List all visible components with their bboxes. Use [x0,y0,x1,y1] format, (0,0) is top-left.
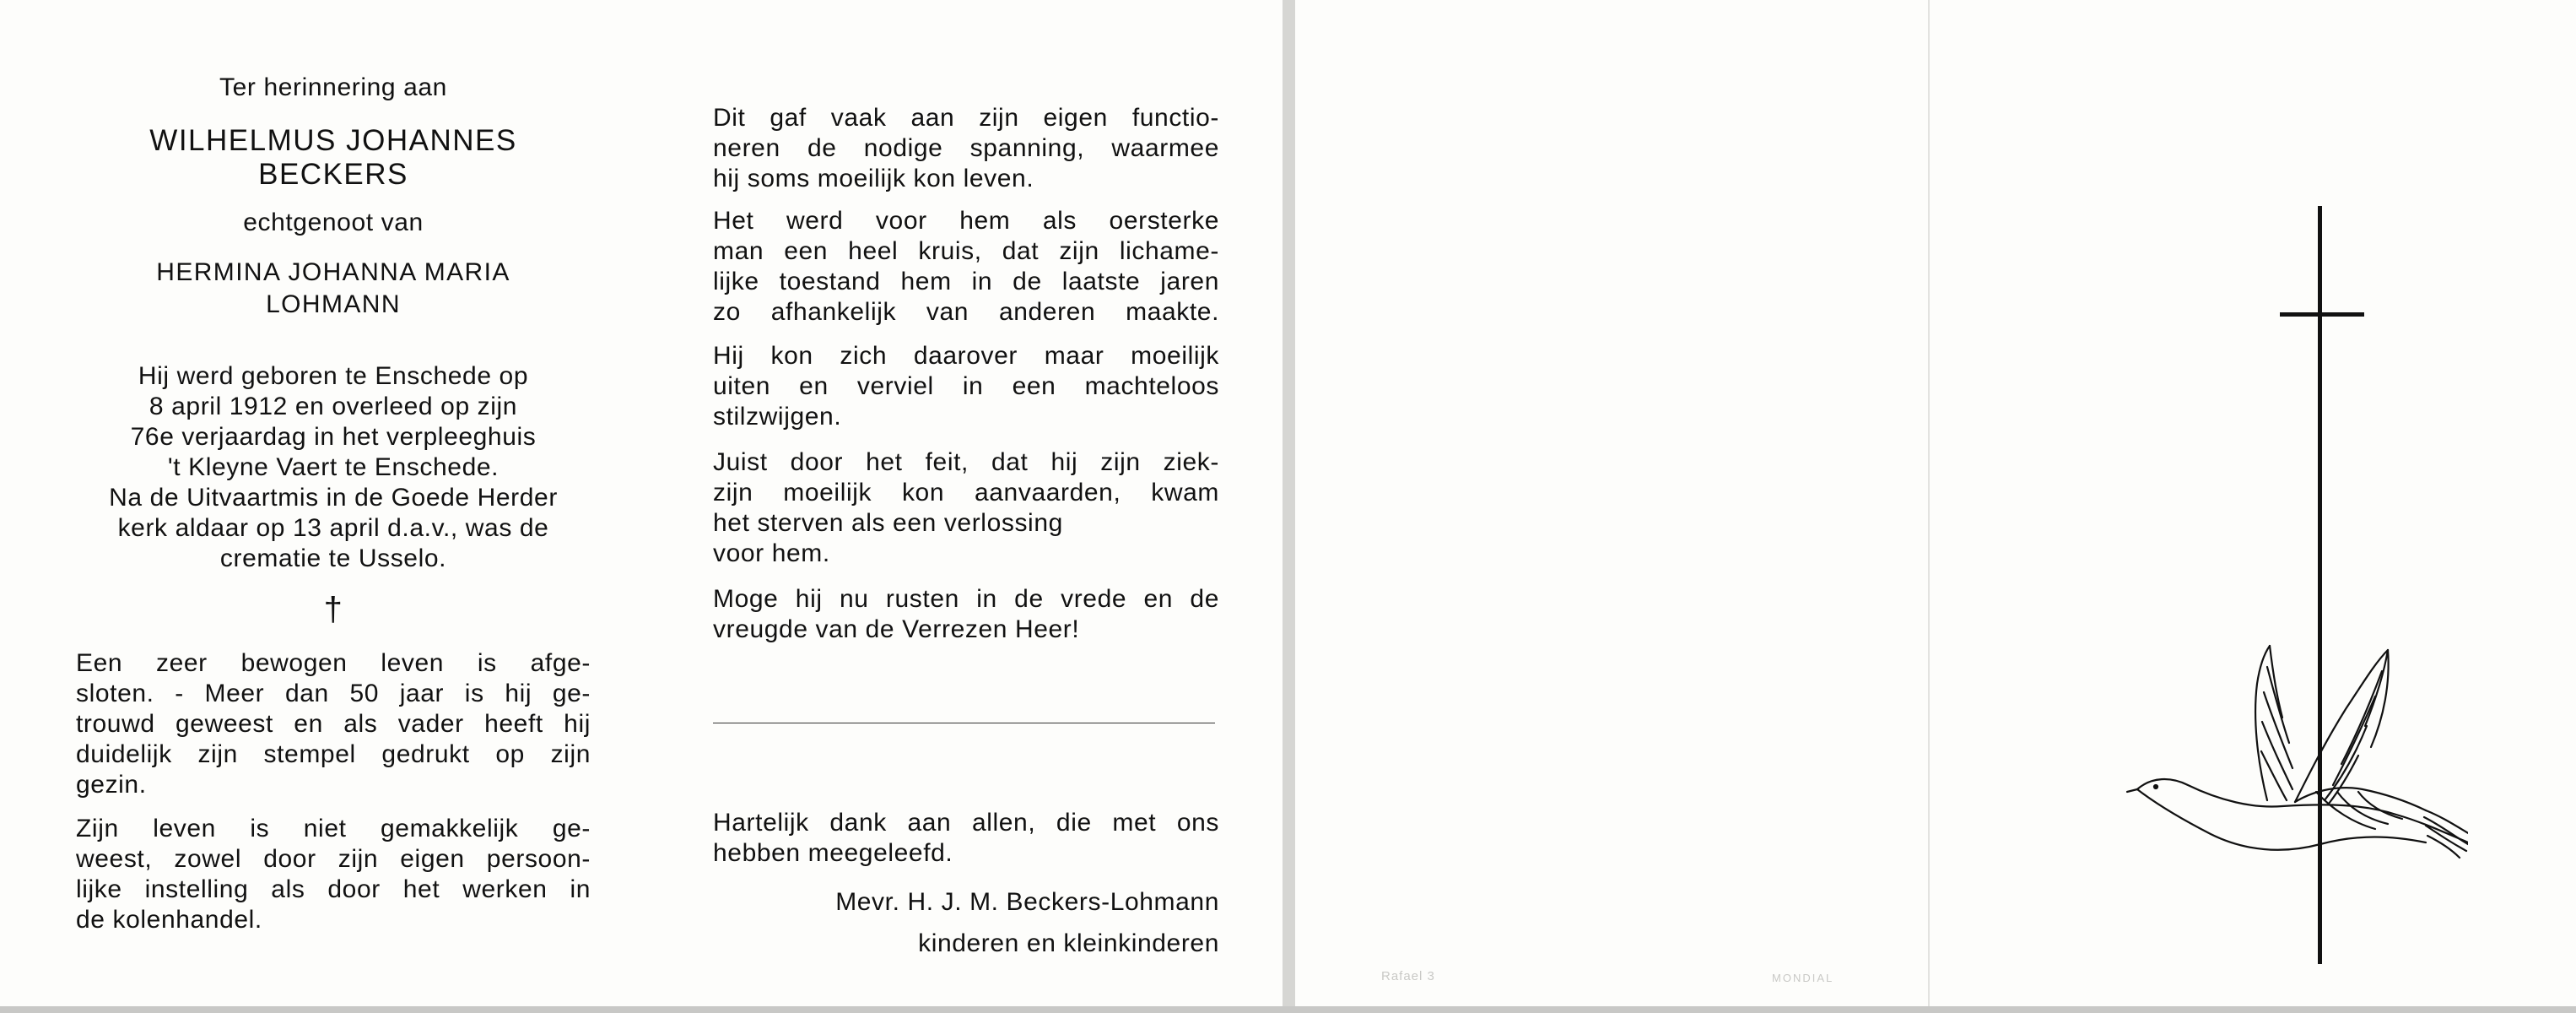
text-line: Het werd voor hem als oersterke [713,207,1219,235]
text-line: man een heel kruis, dat zijn lichame- [713,237,1219,265]
deceased-name-line2: BECKERS [258,158,408,191]
text-line: sloten. - Meer dan 50 jaar is hij ge- [76,680,591,707]
reflection-paragraph-4 [713,447,1219,569]
life-paragraph-2 [76,814,591,935]
fold-line [1928,0,1930,1006]
text-line: duidelijk zijn stempel gedrukt op zijn [76,740,591,768]
text-line: lijke toestand hem in de laatste jaren [713,268,1219,295]
text-line: kerk aldaar op 13 april d.a.v., was de [117,514,549,542]
text-line: uiten en verviel in een machteloos [713,372,1219,400]
cross-icon [2280,206,2364,964]
reflection-paragraph-1 [713,103,1219,194]
signature-family: kinderen en kleinkinderen [918,929,1219,957]
relation-text: echtgenoot van [243,209,424,236]
text-line: neren de nodige spanning, waarmee [713,134,1219,162]
text-line: Hij werd geboren te Enschede op [138,362,529,390]
text-line: zijn moeilijk kon aanvaarden, kwam [713,479,1219,506]
funeral-paragraph [76,483,591,574]
gap-shadow [1283,0,1295,1006]
signature-name: Mevr. H. J. M. Beckers-Lohmann [835,888,1219,916]
reflection-paragraph-3 [713,341,1219,432]
text-line: Zijn leven is niet gemakkelijk ge- [76,815,591,842]
text-line: vreugde van de Verrezen Heer! [713,615,1080,643]
card-inside-spread [0,0,1283,1006]
text-line: crematie te Usselo. [219,544,447,572]
text-line: Dit gaf vaak aan zijn eigen functio- [713,104,1219,132]
spouse-name-line1: HERMINA JOHANNA MARIA [156,258,510,286]
closing-prayer [713,584,1219,645]
brand-mark: MONDIAL [1772,972,1834,984]
text-line: stilzwijgen. [713,403,842,431]
thanks-paragraph [713,808,1219,869]
text-line: 't Kleyne Vaert te Enschede. [167,453,500,481]
small-cross-icon: † [323,591,343,628]
intro-text: Ter herinnering aan [219,73,447,101]
text-line: Hartelijk dank aan allen, die met ons [713,809,1219,837]
text-line: 76e verjaardag in het verpleeghuis [130,423,537,451]
deceased-name-line1: WILHELMUS JOHANNES [149,124,517,157]
text-line: lijke instelling als door het werken in [76,875,591,903]
text-line: zo afhankelijk van anderen maakte. [713,298,1219,326]
cross-and-dove-illustration [2029,194,2468,971]
text-line: Een zeer bewogen leven is afge- [76,649,591,677]
text-line: hebben meegeleefd. [713,839,953,867]
text-line: Moge hij nu rusten in de vrede en de [713,585,1219,613]
dove-icon [2127,646,2468,858]
text-line: de kolenhandel. [76,906,262,934]
text-line: Na de Uitvaartmis in de Goede Herder [109,484,558,512]
text-line: voor hem. [713,539,830,567]
text-line: het sterven als een verlossing [713,509,1063,537]
birth-death-paragraph [76,361,591,483]
text-line: 8 april 1912 en overleed op zijn [149,393,518,420]
text-line: weest, zowel door zijn eigen persoon- [76,845,591,873]
reflection-paragraph-2 [713,206,1219,328]
text-line: gezin. [76,771,147,799]
text-line: Hij kon zich daarover maar moeilijk [713,342,1219,370]
life-paragraph-1 [76,648,591,800]
spouse-name-line2: LOHMANN [266,290,401,318]
text-line: trouwd geweest en als vader heeft hij [76,710,591,738]
text-line: hij soms moeilijk kon leven. [713,165,1034,192]
card-outside-spread [1295,0,2576,1006]
text-line: Juist door het feit, dat hij zijn ziek- [713,448,1219,476]
printer-mark: Rafael 3 [1381,969,1435,983]
